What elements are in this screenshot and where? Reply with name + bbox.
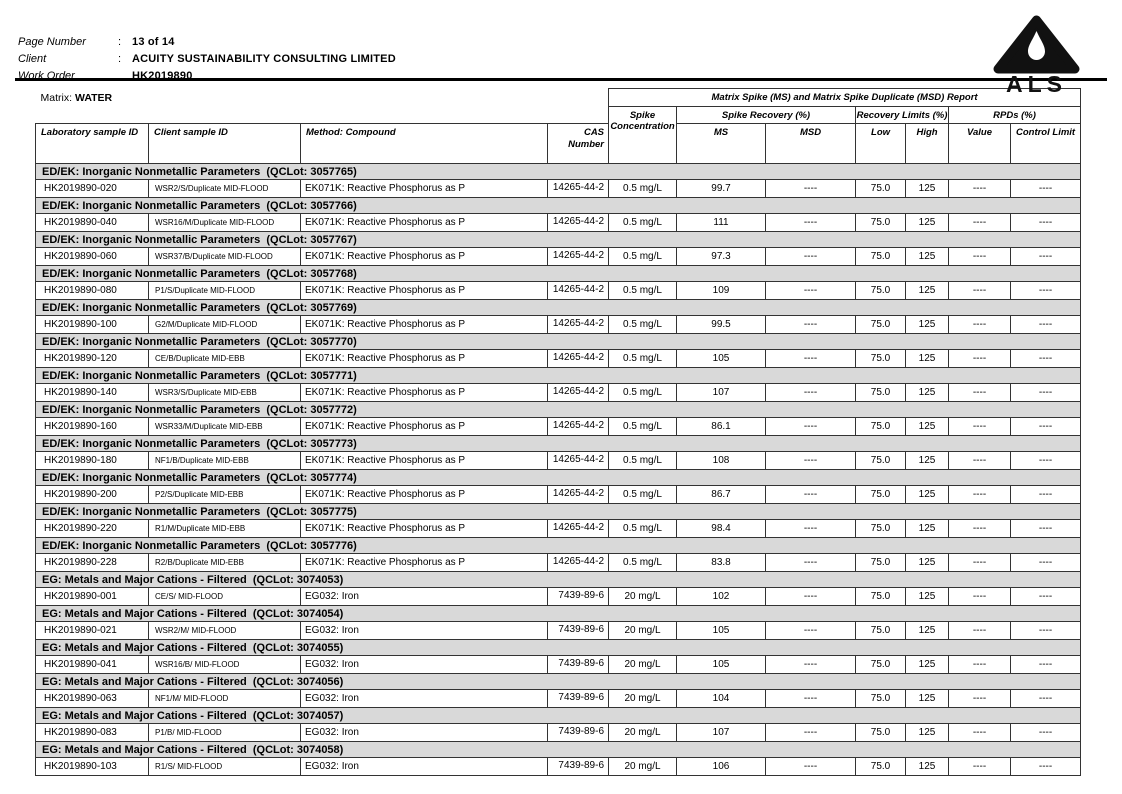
table-row — [36, 520, 1081, 538]
cell-ms: 111 — [677, 214, 766, 232]
field-colon: : — [118, 36, 122, 48]
section-title: ED/EK: Inorganic Nonmetallic Parameters (QCLot: 3057776) — [36, 538, 1081, 554]
cell-control-limit: ---- — [1011, 282, 1081, 300]
page-number-row — [18, 36, 396, 48]
table-row — [36, 554, 1081, 572]
cell-ms: 86.7 — [677, 486, 766, 504]
col-header-spike-recovery: Spike Recovery (%) — [677, 107, 856, 124]
cell-high: 125 — [906, 758, 949, 776]
cell-high: 125 — [906, 180, 949, 198]
cell-lab-id: HK2019890-140 — [36, 384, 149, 402]
col-header-spike-concentration: Spike Concentration — [609, 107, 677, 164]
field-colon — [118, 70, 132, 82]
col-header-msd: MSD — [766, 124, 856, 164]
client-label: Client — [18, 53, 47, 65]
section-title: ED/EK: Inorganic Nonmetallic Parameters (QCLot: 3057771) — [36, 368, 1081, 384]
col-header-client-id: Client sample ID — [149, 124, 301, 164]
cell-client-id: P1/B/ MID-FLOOD — [149, 724, 301, 742]
cell-msd: ---- — [766, 656, 856, 674]
table-row — [36, 690, 1081, 708]
cell-ms: 105 — [677, 350, 766, 368]
section-header-row — [36, 164, 1081, 180]
cell-msd: ---- — [766, 350, 856, 368]
cell-cas: 14265-44-2 — [548, 384, 609, 402]
table-row — [36, 248, 1081, 266]
cell-lab-id: HK2019890-228 — [36, 554, 149, 572]
section-title: ED/EK: Inorganic Nonmetallic Parameters (QCLot: 3057775) — [36, 504, 1081, 520]
cell-low: 75.0 — [856, 214, 906, 232]
cell-client-id: CE/S/ MID-FLOOD — [149, 588, 301, 606]
cell-control-limit: ---- — [1011, 350, 1081, 368]
cell-cas: 14265-44-2 — [548, 316, 609, 334]
cell-msd: ---- — [766, 554, 856, 572]
cell-high: 125 — [906, 316, 949, 334]
cell-lab-id: HK2019890-200 — [36, 486, 149, 504]
cell-value: ---- — [949, 316, 1011, 334]
cell-high: 125 — [906, 622, 949, 640]
col-header-control-limit: Control Limit — [1011, 124, 1081, 164]
cell-control-limit: ---- — [1011, 248, 1081, 266]
table-row — [36, 180, 1081, 198]
section-header-row — [36, 674, 1081, 690]
col-header-cas: CAS Number — [548, 124, 609, 164]
section-header-row — [36, 402, 1081, 418]
cell-method: EG032: Iron — [301, 656, 548, 674]
cell-ms: 83.8 — [677, 554, 766, 572]
cell-client-id: R1/S/ MID-FLOOD — [149, 758, 301, 776]
cell-msd: ---- — [766, 316, 856, 334]
cell-client-id: CE/B/Duplicate MID-EBB — [149, 350, 301, 368]
cell-ms: 106 — [677, 758, 766, 776]
cell-spike-conc: 0.5 mg/L — [609, 384, 677, 402]
cell-low: 75.0 — [856, 350, 906, 368]
cell-lab-id: HK2019890-120 — [36, 350, 149, 368]
section-header-row — [36, 470, 1081, 486]
cell-client-id: G2/M/Duplicate MID-FLOOD — [149, 316, 301, 334]
table-row — [36, 316, 1081, 334]
cell-high: 125 — [906, 656, 949, 674]
table-header — [36, 89, 1081, 164]
cell-high: 125 — [906, 554, 949, 572]
cell-lab-id: HK2019890-041 — [36, 656, 149, 674]
cell-client-id: NF1/M/ MID-FLOOD — [149, 690, 301, 708]
work-order-value: HK2019890 — [132, 70, 193, 82]
cell-method: EG032: Iron — [301, 588, 548, 606]
cell-ms: 98.4 — [677, 520, 766, 538]
cell-low: 75.0 — [856, 180, 906, 198]
cell-ms: 99.7 — [677, 180, 766, 198]
cell-value: ---- — [949, 486, 1011, 504]
col-header-recovery-limits: Recovery Limits (%) — [856, 107, 949, 124]
cell-method: EG032: Iron — [301, 724, 548, 742]
cell-cas: 14265-44-2 — [548, 248, 609, 266]
cell-lab-id: HK2019890-021 — [36, 622, 149, 640]
cell-low: 75.0 — [856, 758, 906, 776]
cell-value: ---- — [949, 418, 1011, 436]
cell-lab-id: HK2019890-220 — [36, 520, 149, 538]
col-header-low: Low — [856, 124, 906, 164]
cell-spike-conc: 0.5 mg/L — [609, 282, 677, 300]
cell-client-id: P1/S/Duplicate MID-FLOOD — [149, 282, 301, 300]
cell-method: EK071K: Reactive Phosphorus as P — [301, 214, 548, 232]
section-header-row — [36, 198, 1081, 214]
cell-low: 75.0 — [856, 690, 906, 708]
cell-client-id: WSR3/S/Duplicate MID-EBB — [149, 384, 301, 402]
cell-client-id: R1/M/Duplicate MID-EBB — [149, 520, 301, 538]
cell-control-limit: ---- — [1011, 384, 1081, 402]
section-header-row — [36, 640, 1081, 656]
client-value: ACUITY SUSTAINABILITY CONSULTING LIMITED — [132, 53, 396, 65]
cell-low: 75.0 — [856, 554, 906, 572]
section-title: EG: Metals and Major Cations - Filtered (QCLot: 3074058) — [36, 742, 1081, 758]
section-title: EG: Metals and Major Cations - Filtered (QCLot: 3074055) — [36, 640, 1081, 656]
cell-spike-conc: 0.5 mg/L — [609, 316, 677, 334]
cell-high: 125 — [906, 214, 949, 232]
cell-ms: 105 — [677, 622, 766, 640]
cell-msd: ---- — [766, 248, 856, 266]
cell-method: EK071K: Reactive Phosphorus as P — [301, 316, 548, 334]
cell-spike-conc: 0.5 mg/L — [609, 452, 677, 470]
cell-value: ---- — [949, 554, 1011, 572]
section-title: EG: Metals and Major Cations - Filtered (QCLot: 3074053) — [36, 572, 1081, 588]
cell-value: ---- — [949, 452, 1011, 470]
cell-msd: ---- — [766, 622, 856, 640]
cell-high: 125 — [906, 384, 949, 402]
cell-control-limit: ---- — [1011, 656, 1081, 674]
cell-lab-id: HK2019890-040 — [36, 214, 149, 232]
cell-cas: 7439-89-6 — [548, 758, 609, 776]
page-number-label: Page Number — [18, 36, 86, 48]
cell-cas: 7439-89-6 — [548, 690, 609, 708]
table-row — [36, 282, 1081, 300]
section-title: ED/EK: Inorganic Nonmetallic Parameters (QCLot: 3057769) — [36, 300, 1081, 316]
table-row — [36, 418, 1081, 436]
client-row — [18, 53, 396, 65]
cell-low: 75.0 — [856, 384, 906, 402]
cell-client-id: WSR2/M/ MID-FLOOD — [149, 622, 301, 640]
cell-low: 75.0 — [856, 418, 906, 436]
cell-client-id: R2/B/Duplicate MID-EBB — [149, 554, 301, 572]
cell-method: EK071K: Reactive Phosphorus as P — [301, 418, 548, 436]
cell-control-limit: ---- — [1011, 520, 1081, 538]
cell-ms: 107 — [677, 384, 766, 402]
cell-low: 75.0 — [856, 520, 906, 538]
section-header-row — [36, 538, 1081, 554]
cell-control-limit: ---- — [1011, 758, 1081, 776]
cell-high: 125 — [906, 520, 949, 538]
cell-client-id: WSR33/M/Duplicate MID-EBB — [149, 418, 301, 436]
cell-lab-id: HK2019890-100 — [36, 316, 149, 334]
cell-high: 125 — [906, 452, 949, 470]
cell-method: EG032: Iron — [301, 758, 548, 776]
cell-method: EK071K: Reactive Phosphorus as P — [301, 248, 548, 266]
section-title: ED/EK: Inorganic Nonmetallic Parameters (QCLot: 3057766) — [36, 198, 1081, 214]
cell-cas: 7439-89-6 — [548, 588, 609, 606]
als-logo-text: ALS — [1005, 71, 1067, 94]
section-header-row — [36, 606, 1081, 622]
section-header-row — [36, 708, 1081, 724]
work-order-label: Work Order — [18, 70, 75, 82]
cell-ms: 108 — [677, 452, 766, 470]
cell-msd: ---- — [766, 520, 856, 538]
cell-low: 75.0 — [856, 724, 906, 742]
cell-control-limit: ---- — [1011, 622, 1081, 640]
cell-value: ---- — [949, 724, 1011, 742]
section-header-row — [36, 266, 1081, 282]
cell-msd: ---- — [766, 214, 856, 232]
table-row — [36, 758, 1081, 776]
cell-spike-conc: 20 mg/L — [609, 656, 677, 674]
cell-cas: 14265-44-2 — [548, 452, 609, 470]
section-title: ED/EK: Inorganic Nonmetallic Parameters (QCLot: 3057765) — [36, 164, 1081, 180]
cell-msd: ---- — [766, 452, 856, 470]
cell-value: ---- — [949, 690, 1011, 708]
cell-cas: 14265-44-2 — [548, 350, 609, 368]
als-logo — [986, 14, 1086, 99]
cell-spike-conc: 20 mg/L — [609, 758, 677, 776]
section-header-row — [36, 334, 1081, 350]
cell-control-limit: ---- — [1011, 588, 1081, 606]
cell-low: 75.0 — [856, 588, 906, 606]
cell-value: ---- — [949, 248, 1011, 266]
cell-value: ---- — [949, 350, 1011, 368]
cell-client-id: WSR2/S/Duplicate MID-FLOOD — [149, 180, 301, 198]
cell-value: ---- — [949, 758, 1011, 776]
cell-client-id: WSR16/B/ MID-FLOOD — [149, 656, 301, 674]
cell-low: 75.0 — [856, 316, 906, 334]
cell-method: EG032: Iron — [301, 622, 548, 640]
table-row — [36, 588, 1081, 606]
cell-lab-id: HK2019890-103 — [36, 758, 149, 776]
cell-method: EK071K: Reactive Phosphorus as P — [301, 486, 548, 504]
cell-msd: ---- — [766, 690, 856, 708]
cell-cas: 14265-44-2 — [548, 520, 609, 538]
cell-value: ---- — [949, 384, 1011, 402]
cell-low: 75.0 — [856, 656, 906, 674]
cell-client-id: WSR37/B/Duplicate MID-FLOOD — [149, 248, 301, 266]
cell-control-limit: ---- — [1011, 418, 1081, 436]
cell-cas: 14265-44-2 — [548, 180, 609, 198]
table-row — [36, 384, 1081, 402]
cell-cas: 14265-44-2 — [548, 554, 609, 572]
col-header-rpds: RPDs (%) — [949, 107, 1081, 124]
header-spacer — [36, 107, 609, 124]
cell-control-limit: ---- — [1011, 214, 1081, 232]
table-row — [36, 622, 1081, 640]
cell-msd: ---- — [766, 180, 856, 198]
cell-control-limit: ---- — [1011, 452, 1081, 470]
cell-spike-conc: 0.5 mg/L — [609, 248, 677, 266]
section-header-row — [36, 232, 1081, 248]
cell-high: 125 — [906, 418, 949, 436]
cell-cas: 14265-44-2 — [548, 214, 609, 232]
cell-client-id: NF1/B/Duplicate MID-EBB — [149, 452, 301, 470]
cell-method: EG032: Iron — [301, 690, 548, 708]
cell-lab-id: HK2019890-060 — [36, 248, 149, 266]
cell-spike-conc: 20 mg/L — [609, 622, 677, 640]
section-title: ED/EK: Inorganic Nonmetallic Parameters (QCLot: 3057767) — [36, 232, 1081, 248]
cell-ms: 105 — [677, 656, 766, 674]
col-header-ms: MS — [677, 124, 766, 164]
cell-method: EK071K: Reactive Phosphorus as P — [301, 282, 548, 300]
header-fields — [18, 14, 396, 87]
cell-cas: 7439-89-6 — [548, 622, 609, 640]
matrix-line — [36, 89, 609, 107]
cell-control-limit: ---- — [1011, 690, 1081, 708]
cell-value: ---- — [949, 520, 1011, 538]
cell-ms: 109 — [677, 282, 766, 300]
page-number-value: 13 of 14 — [132, 36, 175, 48]
cell-high: 125 — [906, 588, 949, 606]
table-row — [36, 486, 1081, 504]
section-title: EG: Metals and Major Cations - Filtered (QCLot: 3074056) — [36, 674, 1081, 690]
section-header-row — [36, 504, 1081, 520]
cell-low: 75.0 — [856, 282, 906, 300]
cell-spike-conc: 20 mg/L — [609, 690, 677, 708]
cell-ms: 99.5 — [677, 316, 766, 334]
cell-cas: 7439-89-6 — [548, 656, 609, 674]
als-logo-icon — [989, 14, 1084, 94]
report-banner: Matrix Spike (MS) and Matrix Spike Duplicate (MSD) Report — [609, 89, 1081, 107]
cell-value: ---- — [949, 282, 1011, 300]
cell-client-id: P2/S/Duplicate MID-EBB — [149, 486, 301, 504]
cell-value: ---- — [949, 588, 1011, 606]
cell-low: 75.0 — [856, 622, 906, 640]
cell-spike-conc: 0.5 mg/L — [609, 486, 677, 504]
cell-spike-conc: 0.5 mg/L — [609, 520, 677, 538]
cell-spike-conc: 0.5 mg/L — [609, 350, 677, 368]
cell-high: 125 — [906, 350, 949, 368]
section-header-row — [36, 300, 1081, 316]
section-title: EG: Metals and Major Cations - Filtered (QCLot: 3074054) — [36, 606, 1081, 622]
col-header-method: Method: Compound — [301, 124, 548, 164]
section-title: ED/EK: Inorganic Nonmetallic Parameters (QCLot: 3057772) — [36, 402, 1081, 418]
cell-low: 75.0 — [856, 248, 906, 266]
table-row — [36, 724, 1081, 742]
work-order-row — [18, 70, 396, 82]
table-body — [36, 164, 1081, 776]
cell-lab-id: HK2019890-180 — [36, 452, 149, 470]
section-header-row — [36, 572, 1081, 588]
matrix-value: WATER — [75, 91, 113, 104]
cell-ms: 102 — [677, 588, 766, 606]
cell-high: 125 — [906, 486, 949, 504]
section-title: EG: Metals and Major Cations - Filtered (QCLot: 3074057) — [36, 708, 1081, 724]
section-title: ED/EK: Inorganic Nonmetallic Parameters (QCLot: 3057768) — [36, 266, 1081, 282]
table-row — [36, 214, 1081, 232]
cell-msd: ---- — [766, 418, 856, 436]
cell-lab-id: HK2019890-001 — [36, 588, 149, 606]
cell-lab-id: HK2019890-160 — [36, 418, 149, 436]
matrix-label: Matrix: — [40, 91, 72, 104]
cell-spike-conc: 20 mg/L — [609, 588, 677, 606]
cell-msd: ---- — [766, 384, 856, 402]
cell-value: ---- — [949, 656, 1011, 674]
cell-msd: ---- — [766, 724, 856, 742]
col-header-high: High — [906, 124, 949, 164]
cell-msd: ---- — [766, 282, 856, 300]
cell-control-limit: ---- — [1011, 724, 1081, 742]
table-row — [36, 656, 1081, 674]
cell-method: EK071K: Reactive Phosphorus as P — [301, 554, 548, 572]
col-header-value: Value — [949, 124, 1011, 164]
cell-method: EK071K: Reactive Phosphorus as P — [301, 350, 548, 368]
cell-high: 125 — [906, 724, 949, 742]
msd-report-table — [35, 88, 1081, 776]
cell-lab-id: HK2019890-080 — [36, 282, 149, 300]
cell-ms: 107 — [677, 724, 766, 742]
cell-lab-id: HK2019890-083 — [36, 724, 149, 742]
cell-method: EK071K: Reactive Phosphorus as P — [301, 384, 548, 402]
cell-cas: 14265-44-2 — [548, 282, 609, 300]
table-row — [36, 452, 1081, 470]
cell-cas: 7439-89-6 — [548, 724, 609, 742]
cell-msd: ---- — [766, 588, 856, 606]
cell-low: 75.0 — [856, 486, 906, 504]
cell-ms: 104 — [677, 690, 766, 708]
cell-ms: 97.3 — [677, 248, 766, 266]
cell-spike-conc: 0.5 mg/L — [609, 180, 677, 198]
cell-msd: ---- — [766, 758, 856, 776]
cell-high: 125 — [906, 690, 949, 708]
cell-spike-conc: 0.5 mg/L — [609, 214, 677, 232]
cell-ms: 86.1 — [677, 418, 766, 436]
cell-control-limit: ---- — [1011, 180, 1081, 198]
cell-method: EK071K: Reactive Phosphorus as P — [301, 180, 548, 198]
cell-control-limit: ---- — [1011, 316, 1081, 334]
section-header-row — [36, 742, 1081, 758]
col-header-lab-id: Laboratory sample ID — [36, 124, 149, 164]
cell-method: EK071K: Reactive Phosphorus as P — [301, 520, 548, 538]
section-title: ED/EK: Inorganic Nonmetallic Parameters (QCLot: 3057770) — [36, 334, 1081, 350]
table-row — [36, 350, 1081, 368]
cell-client-id: WSR16/M/Duplicate MID-FLOOD — [149, 214, 301, 232]
cell-msd: ---- — [766, 486, 856, 504]
cell-high: 125 — [906, 282, 949, 300]
section-header-row — [36, 436, 1081, 452]
cell-lab-id: HK2019890-063 — [36, 690, 149, 708]
cell-control-limit: ---- — [1011, 554, 1081, 572]
cell-method: EK071K: Reactive Phosphorus as P — [301, 452, 548, 470]
cell-value: ---- — [949, 214, 1011, 232]
cell-lab-id: HK2019890-020 — [36, 180, 149, 198]
field-colon: : — [118, 53, 122, 65]
cell-low: 75.0 — [856, 452, 906, 470]
section-title: ED/EK: Inorganic Nonmetallic Parameters (QCLot: 3057773) — [36, 436, 1081, 452]
cell-control-limit: ---- — [1011, 486, 1081, 504]
section-header-row — [36, 368, 1081, 384]
cell-cas: 14265-44-2 — [548, 486, 609, 504]
cell-spike-conc: 20 mg/L — [609, 724, 677, 742]
cell-spike-conc: 0.5 mg/L — [609, 554, 677, 572]
cell-value: ---- — [949, 622, 1011, 640]
cell-spike-conc: 0.5 mg/L — [609, 418, 677, 436]
cell-cas: 14265-44-2 — [548, 418, 609, 436]
section-title: ED/EK: Inorganic Nonmetallic Parameters (QCLot: 3057774) — [36, 470, 1081, 486]
cell-high: 125 — [906, 248, 949, 266]
document-header — [0, 0, 1122, 94]
cell-value: ---- — [949, 180, 1011, 198]
